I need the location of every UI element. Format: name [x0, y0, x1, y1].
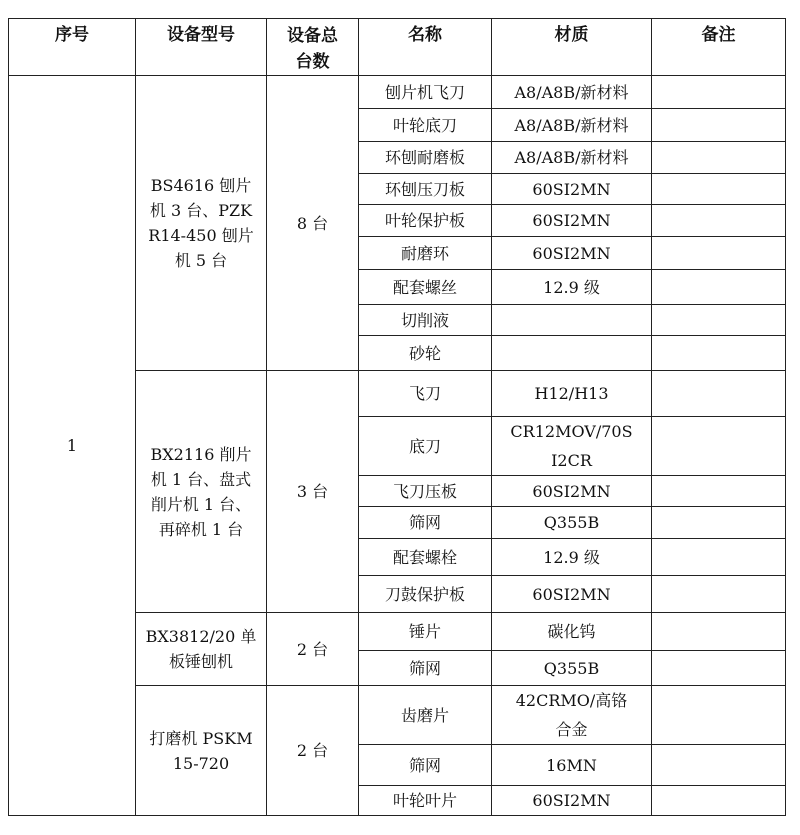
model-text: 打磨机 PSKM 15-720: [149, 728, 253, 773]
material-text: Q355B: [543, 513, 600, 532]
material-text: 60SI2MN: [532, 211, 611, 230]
material-cell: [492, 205, 652, 237]
item-name-cell: 耐磨环: [359, 237, 492, 270]
item-name-cell: 环刨压刀板: [359, 174, 492, 205]
material-text: 60SI2MN: [532, 243, 611, 263]
material-cell: [492, 745, 652, 786]
header-model: 设备型号: [136, 19, 267, 76]
remark-cell: [652, 270, 786, 305]
material-cell: [492, 613, 652, 651]
item-name-cell: 环刨耐磨板: [359, 142, 492, 174]
header-count: 设备总台数: [267, 19, 359, 76]
item-name-cell: 筛网: [359, 507, 492, 539]
item-name-cell: 配套螺丝: [359, 270, 492, 305]
item-name-cell: 配套螺栓: [359, 539, 492, 576]
material-text: H12/H13: [534, 384, 609, 403]
remark-cell: [652, 371, 786, 417]
material-text: 60SI2MN: [532, 481, 611, 501]
model-cell: [136, 686, 267, 816]
material-cell: [492, 651, 652, 686]
equipment-table: [8, 18, 786, 816]
material-cell: [492, 417, 652, 476]
item-name-cell: 切削液: [359, 305, 492, 336]
model-text: BS4616 刨片机 3 台、PZKR14-450 刨片机 5 台: [148, 176, 254, 270]
header-seq: 序号: [9, 19, 136, 76]
material-text: 12.9 级: [543, 547, 600, 567]
remark-cell: [652, 237, 786, 270]
material-text: 42CRMO/高铬合金: [515, 691, 628, 739]
material-cell: [492, 576, 652, 613]
item-name-cell: 齿磨片: [359, 686, 492, 745]
remark-cell: [652, 174, 786, 205]
item-name-cell: 飞刀压板: [359, 476, 492, 507]
material-cell: [492, 371, 652, 417]
item-name-cell: 叶轮保护板: [359, 205, 492, 237]
header-remark: 备注: [652, 19, 786, 76]
item-name-cell: 底刀: [359, 417, 492, 476]
material-cell: [492, 539, 652, 576]
material-text: A8/A8B/新材料: [514, 115, 629, 135]
material-cell: [492, 786, 652, 816]
remark-cell: [652, 539, 786, 576]
remark-cell: [652, 745, 786, 786]
material-cell: [492, 109, 652, 142]
model-cell: [136, 371, 267, 613]
remark-cell: [652, 476, 786, 507]
material-text: 16MN: [546, 755, 597, 775]
item-name-cell: 飞刀: [359, 371, 492, 417]
item-name-cell: 锤片: [359, 613, 492, 651]
material-cell: [492, 686, 652, 745]
item-name-cell: 叶轮底刀: [359, 109, 492, 142]
count-cell: 2 台: [267, 686, 359, 816]
material-cell: [492, 305, 652, 336]
material-text: A8/A8B/新材料: [514, 148, 629, 167]
remark-cell: [652, 142, 786, 174]
material-cell: [492, 76, 652, 109]
model-text: BX3812/20 单板锤刨机: [145, 627, 257, 671]
remark-cell: [652, 417, 786, 476]
material-cell: [492, 142, 652, 174]
material-text: 12.9 级: [543, 277, 600, 297]
item-name-cell: 刀鼓保护板: [359, 576, 492, 613]
remark-cell: [652, 76, 786, 109]
material-cell: [492, 270, 652, 305]
seq-cell: 1: [9, 76, 136, 816]
count-cell: 8 台: [267, 76, 359, 371]
material-text: 60SI2MN: [532, 584, 611, 604]
item-name-cell: 砂轮: [359, 336, 492, 371]
table-row: [9, 76, 786, 109]
count-cell: 2 台: [267, 613, 359, 686]
remark-cell: [652, 109, 786, 142]
table-body: [9, 76, 786, 816]
material-text: Q355B: [543, 658, 600, 678]
material-cell: [492, 336, 652, 371]
model-cell: [136, 613, 267, 686]
header-name: 名称: [359, 19, 492, 76]
model-cell: [136, 76, 267, 371]
item-name-cell: 叶轮叶片: [359, 786, 492, 816]
material-cell: [492, 476, 652, 507]
model-text: BX2116 削片机 1 台、盘式削片机 1 台、再碎机 1 台: [150, 444, 252, 539]
item-name-cell: 筛网: [359, 651, 492, 686]
remark-cell: [652, 651, 786, 686]
item-name-cell: 筛网: [359, 745, 492, 786]
material-text: A8/A8B/新材料: [514, 82, 629, 102]
remark-cell: [652, 613, 786, 651]
material-text: 60SI2MN: [532, 791, 611, 810]
remark-cell: [652, 507, 786, 539]
remark-cell: [652, 305, 786, 336]
material-cell: [492, 237, 652, 270]
material-cell: [492, 174, 652, 205]
remark-cell: [652, 686, 786, 745]
header-row: [9, 19, 786, 76]
header-material: 材质: [492, 19, 652, 76]
remark-cell: [652, 786, 786, 816]
remark-cell: [652, 576, 786, 613]
material-text: CR12MOV/70SI2CR: [510, 422, 633, 470]
material-cell: [492, 507, 652, 539]
item-name-cell: 刨片机飞刀: [359, 76, 492, 109]
remark-cell: [652, 205, 786, 237]
material-text: 60SI2MN: [532, 179, 611, 199]
remark-cell: [652, 336, 786, 371]
count-cell: 3 台: [267, 371, 359, 613]
material-text: 碳化钨: [547, 622, 596, 641]
